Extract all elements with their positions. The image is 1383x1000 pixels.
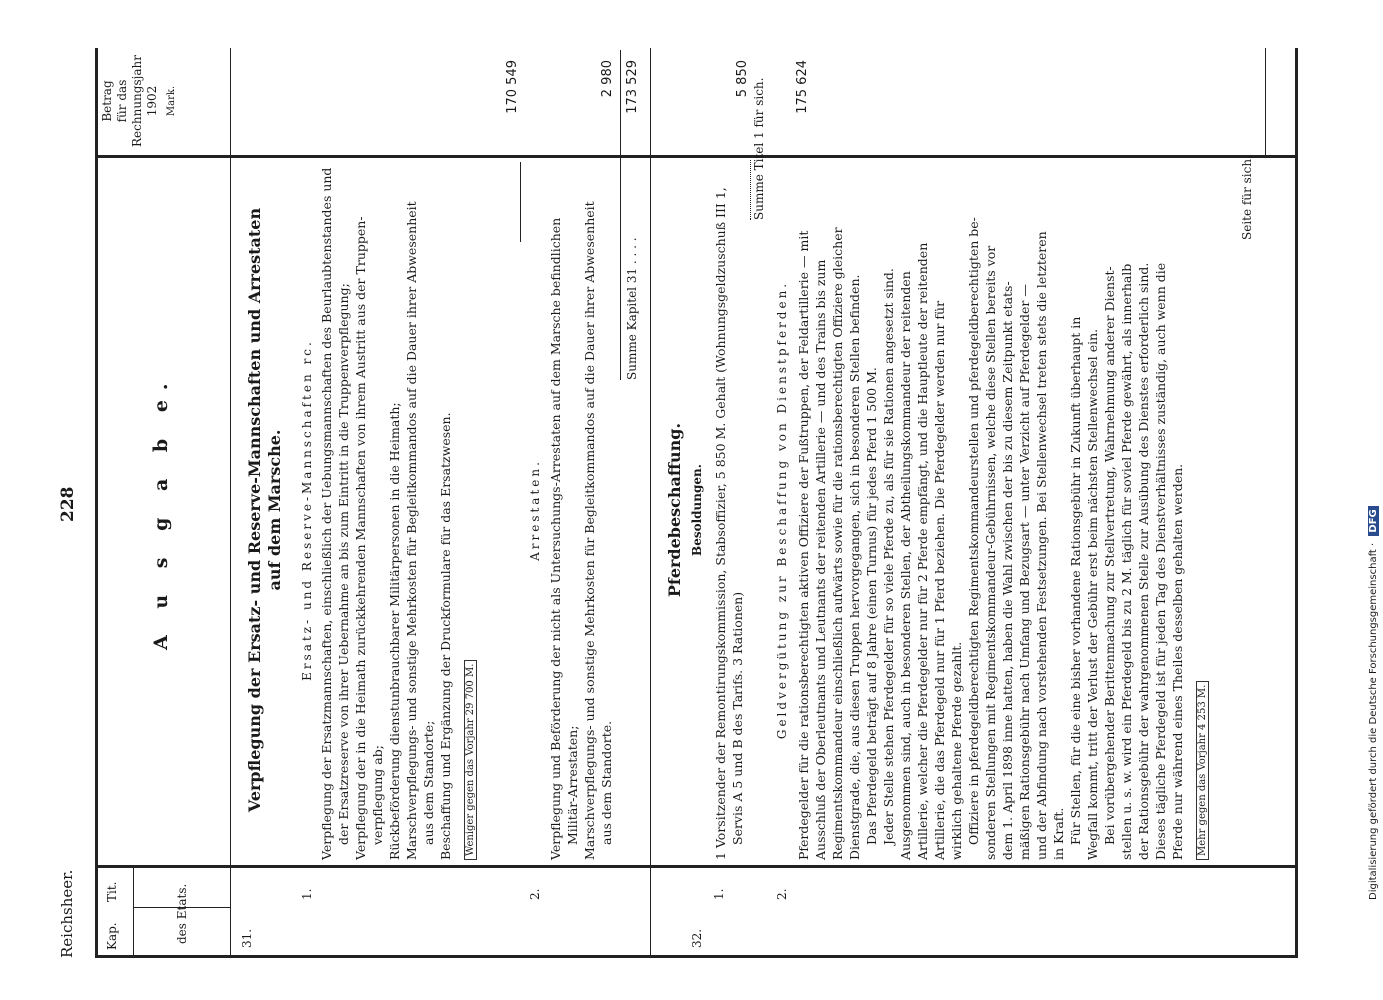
table-top-rule <box>95 48 98 958</box>
text-line: Offiziere in pferdegeldberechtigten Regimentskommandeurstellen und pferdegeldberechtigten be- <box>966 217 981 845</box>
text-line: Wegfall kommt, tritt der Verlust der Gebühr erst beim nächsten Stellenwechsel ein. <box>1085 328 1100 860</box>
betrag-line: 1902 <box>145 85 159 117</box>
text-line: der Rationsgebühr der wahrgenommenen Stelle zur Ausübung des Dienstes erforderlich sind. <box>1136 262 1151 860</box>
column-header-tit: Tit. <box>105 881 119 902</box>
kapitel-32-titel-2-subtitle: Geldvergütung zur Beschaffung von Dienstpferden. <box>775 280 789 740</box>
dotted-rule <box>750 160 751 220</box>
kapitel-31-titel-2-subtitle: Arrestaten. <box>528 459 542 561</box>
text-line: Dienstgrade, die, aus diesen Truppen hervorgegangen, sich in besonderen Stellen befinden. <box>847 274 862 860</box>
text-line: Dieses tägliche Pferdegeld ist für jeden Tag des Dienstverhältnisses zuständig, auch wenn die <box>1153 262 1168 860</box>
text-line: Rückbeförderung dienstunbrauchbarer Militärpersonen in die Heimath; <box>387 402 402 860</box>
text-line: Marschverpflegungs- und sonstige Mehrkosten für Begleitkommandos auf die Dauer ihrer Abwesenheit <box>404 201 419 860</box>
text-line: Servis A 5 und B des Tarifs. 3 Rationen) <box>730 591 745 845</box>
digitization-credit-text: Digitalisierung gefördert durch die Deutsche Forschungsgemeinschaft · <box>1368 542 1379 900</box>
column-header-kap: Kap. <box>105 922 119 950</box>
text-line: wirklich gehaltene Pferde gezahlt. <box>949 641 964 860</box>
kapitel-31-title-line2: auf dem Marsche. <box>265 429 284 591</box>
text-line: Regimentskommandeur einschließlich aufwärts sowie für die rationsberechtigten Offiziere gleicher <box>830 227 845 860</box>
kapitel-31-title-line1: Verpflegung der Ersatz- und Reserve-Mannschaften und Arrestaten <box>245 207 264 813</box>
text-line: Für Stellen, für die eine bisher vorhandene Rationsgebühr in Zukunft überhaupt in <box>1068 316 1083 845</box>
text-line: stellen u. s. w. wird ein Pferdegeld bis zu 2 M. täglich für soviel Pferde gewährt, als innerhalb <box>1119 263 1134 860</box>
text-line: Beschaffung und Ergänzung der Druckformulare für das Ersatzwesen. <box>438 412 453 860</box>
section-title: A u s g a b e. <box>150 373 172 650</box>
text-line: Bei vorübergehender Berittenmachung zur Stellvertretung, Wahrnehmung anderer Dienst- <box>1102 266 1117 845</box>
kapitel-32-titel-2-amount: 175 624 <box>795 60 810 114</box>
kapitel-32-titel-2-number: 2. <box>775 888 789 900</box>
column-header-betrag <box>100 48 179 154</box>
text-line: Marschverpflegungs- und sonstige Mehrkosten für Begleitkommandos auf die Dauer ihrer Abwesenheit <box>582 201 597 860</box>
kapitel-31-titel-2-number: 2. <box>528 888 542 900</box>
kapitel-31-summe-label: Summe Kapitel 31 . . . . <box>625 237 639 380</box>
kapitel-31-titel-1-number: 1. <box>300 888 314 900</box>
text-line: 1 Vorsitzender der Remontirungskommission, Stabsoffizier, 5 850 M. Gehalt (Wohnungsgeldzuschuß III 1, <box>713 187 728 860</box>
kapitel-31-title <box>245 160 285 860</box>
betrag-line: Rechnungsjahr <box>130 55 144 147</box>
text-line: Verpflegung der in die Heimath zurückkehrenden Mannschaften von ihrem Austritt aus der Truppen- <box>353 216 368 860</box>
kapitel-32-title: Pferdebeschaffung. <box>665 422 684 598</box>
header-left-title: Reichsheer. <box>58 869 76 958</box>
digitization-credit <box>1368 506 1379 900</box>
text-line: Pferdegelder für die rationsberechtigten aktiven Offiziere der Fußtruppen, der Feldartillerie — mit <box>796 230 811 860</box>
dfg-logo: DFG <box>1368 506 1379 535</box>
kapitel-32-titel-2-note <box>1190 681 1209 860</box>
text-line: Ausschluß der Oberleutnants und Leutnants der reitenden Artillerie — und des Trains bis zum <box>813 259 828 860</box>
kapitel-32-titel-1-amount: 5 850 <box>735 60 750 98</box>
text-line: mäßigen Rationsgebühr nach Umfang und Bezugsart — unter Verzicht auf Pferdegelder — <box>1017 284 1032 860</box>
kapitel-31-titel-1-amount: 170 549 <box>505 60 520 114</box>
kapitel-31-titel-2-amount: 2 980 <box>600 60 615 98</box>
text-line: Verpflegung und Beförderung der nicht als Untersuchungs-Arrestaten auf dem Marsche befindlichen <box>548 217 563 860</box>
kapitel-31-titel-1-subtitle: Ersatz- und Reserve-Mannschaften rc. <box>300 339 314 681</box>
text-line: aus dem Standorte; <box>421 720 436 845</box>
column-header-des-etats: des Etats. <box>175 883 189 944</box>
kapitel-31-number: 31. <box>240 928 254 948</box>
table-left-rule <box>95 955 1295 958</box>
text-line: Ausgenommen sind, auch in besonderen Stellen, der Abtheilungskommandeur der reitenden <box>898 271 913 860</box>
text-line: Jeder Stelle stehen Pferdegelder für so viele Pferde zu, als für sie Rationen angesetzt sind. <box>881 268 896 845</box>
text-line: Das Pferdegeld beträgt auf 8 Jahre (einen Turnus) für jedes Pferd 1 500 M. <box>864 367 879 845</box>
text-line: sonderen Stellungen mit Regimentskommandeur-Gebührnissen, welche diese Stellen bereits vor <box>983 245 998 860</box>
kapitel-32-subtitle: Besoldungen. <box>690 464 704 556</box>
column-header-mark: Mark. <box>166 85 177 117</box>
text-line: in Kraft. <box>1051 807 1066 860</box>
text-line: verpflegung ab; <box>370 745 385 845</box>
column-header-bottom-rule <box>230 48 231 958</box>
kapitel-31-summe-amount: 173 529 <box>625 60 640 114</box>
text-line: dem 1. April 1898 inne hatten, haben die Wahl zwischen der bis zu diesem Zeitpunkt etats- <box>1000 281 1015 860</box>
column-header-divider <box>133 868 134 958</box>
betrag-line: Betrag <box>100 80 114 122</box>
table-bottom-rule <box>1295 48 1298 958</box>
note-badge: Weniger gegen das Vorjahr 29 700 M. <box>464 660 477 860</box>
subtotal-rule <box>520 162 521 242</box>
note-badge: Mehr gegen das Vorjahr 4 253 M. <box>1196 681 1209 860</box>
page-number: 228 <box>58 486 78 522</box>
kapitel-31-titel-1-note <box>458 660 477 860</box>
text-line: und der Abfindung nach vorstehenden Festsetzungen. Bei Stellenwechsel treten stets die letzteren <box>1034 231 1049 860</box>
text-line: Verpflegung der Ersatzmannschaften, einschließlich der Uebungsmannschaften des Beurlaubtenstandes und <box>319 167 334 860</box>
text-line: Militär-Arrestaten; <box>565 725 580 845</box>
betrag-line: für das <box>115 79 129 123</box>
kapitel-32-seite-label: Seite für sich. <box>1240 155 1254 240</box>
kapitel-32-number: 32. <box>690 928 704 948</box>
text-line: der Ersatzreserve von ihrer Uebernahme an bis zum Eintritt in die Truppenverpflegung; <box>336 283 351 845</box>
text-line: Pferde nur während eines Theiles desselben gehalten werden. <box>1170 463 1185 860</box>
text-line: aus dem Standorte. <box>599 720 614 845</box>
text-column-left-rule <box>95 865 1295 868</box>
kapitel-divider <box>650 48 651 958</box>
text-line: Artillerie, welcher die Pferdegelder nur für 2 Pferde empfängt, und die Hauptleute der reitenden <box>915 242 930 860</box>
summe-rule <box>620 50 621 380</box>
kapitel-32-titel-1-number: 1. <box>712 888 726 900</box>
kapitel-32-titel-1-summe-label: Summe Titel 1 für sich. <box>752 77 766 220</box>
amount-column-left-rule <box>95 155 1295 158</box>
text-line: Artillerie, die das Pferdegeld nur für 1 Pferd beziehen. Die Pferdegelder werden nur für <box>932 300 947 860</box>
seite-rule <box>1265 48 1266 158</box>
